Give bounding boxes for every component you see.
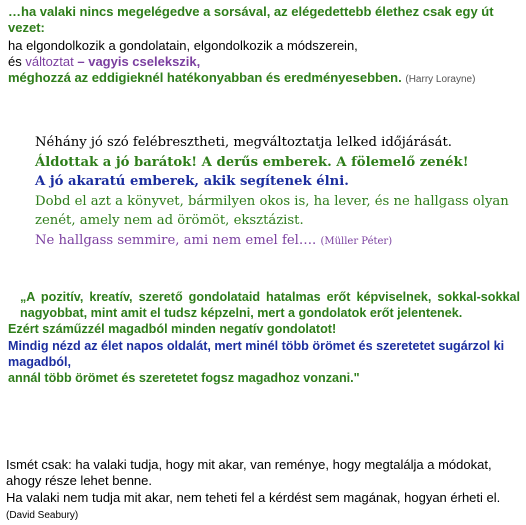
quote-line: Dobd el azt a könyvet, bármilyen okos is, ha lever, és ne hallgass olyan zenét, amely nem ad örömöt, eksztázist. — [35, 193, 509, 228]
quote-line: annál több örömet és szeretetet fogsz magadhoz vonzani." — [8, 371, 360, 386]
quote-author: (Müller Péter) — [320, 235, 393, 247]
quote-block-seabury — [6, 457, 518, 524]
quote-line — [6, 490, 518, 525]
quote-text: Ha valaki nem tudja mit akar, nem teheti fel a kérdést sem magának, hogyan érheti el. — [6, 489, 501, 505]
quote-fragment: és — [8, 54, 26, 69]
quote-line: A jó akaratú emberek, akik segítenek élni. — [35, 174, 349, 189]
quote-block-muller — [35, 133, 520, 251]
quote-text: méghozzá az eddigieknél hatékonyabban és eredményesebben. — [8, 70, 402, 85]
quote-author: (Harry Lorayne) — [405, 74, 476, 85]
quote-line: …ha valaki nincs megelégedve a sorsával, az elégedettebb élethez csak egy út vezet: — [8, 4, 494, 35]
quote-line — [8, 70, 520, 88]
quote-text: Ne hallgass semmire, ami nem emel fel…. — [35, 232, 317, 248]
quote-line: Áldottak a jó barátok! A derűs emberek. A fölemelő zenék! — [35, 154, 469, 170]
quote-fragment-highlight: változtat — [25, 54, 74, 69]
quote-line: Ezért száműzzél magadból minden negatív gondolatot! — [8, 322, 337, 337]
quote-line — [35, 231, 520, 252]
quote-line: Néhány jó szó felébresztheti, megváltoztatja lelked időjárását. — [35, 135, 452, 150]
quote-line — [8, 54, 520, 70]
quote-block-positive — [8, 289, 520, 386]
quote-line: Mindig nézd az élet napos oldalát, mert minél több örömet és szeretetet sugárzol ki magadból, — [8, 338, 505, 369]
quote-block-lorayne — [8, 4, 520, 88]
quote-line: „A pozitív, kreatív, szerető gondolataid hatalmas erőt képviselnek, sokkal-sokkal nagyobbat, mint amit el tudsz képzelni, mert a gondolatok erőt jelentenek. — [20, 290, 520, 321]
quote-fragment-emphasis: – vagyis cselekszik, — [73, 54, 201, 69]
quote-line: ha elgondolkozik a gondolatain, elgondolkozik a módszerein, — [8, 38, 358, 53]
quote-line: Ismét csak: ha valaki tudja, hogy mit akar, van reménye, hogy megtalálja a módokat, ahogy része lehet benne. — [6, 457, 492, 489]
quote-author: (David Seabury) — [6, 509, 79, 521]
